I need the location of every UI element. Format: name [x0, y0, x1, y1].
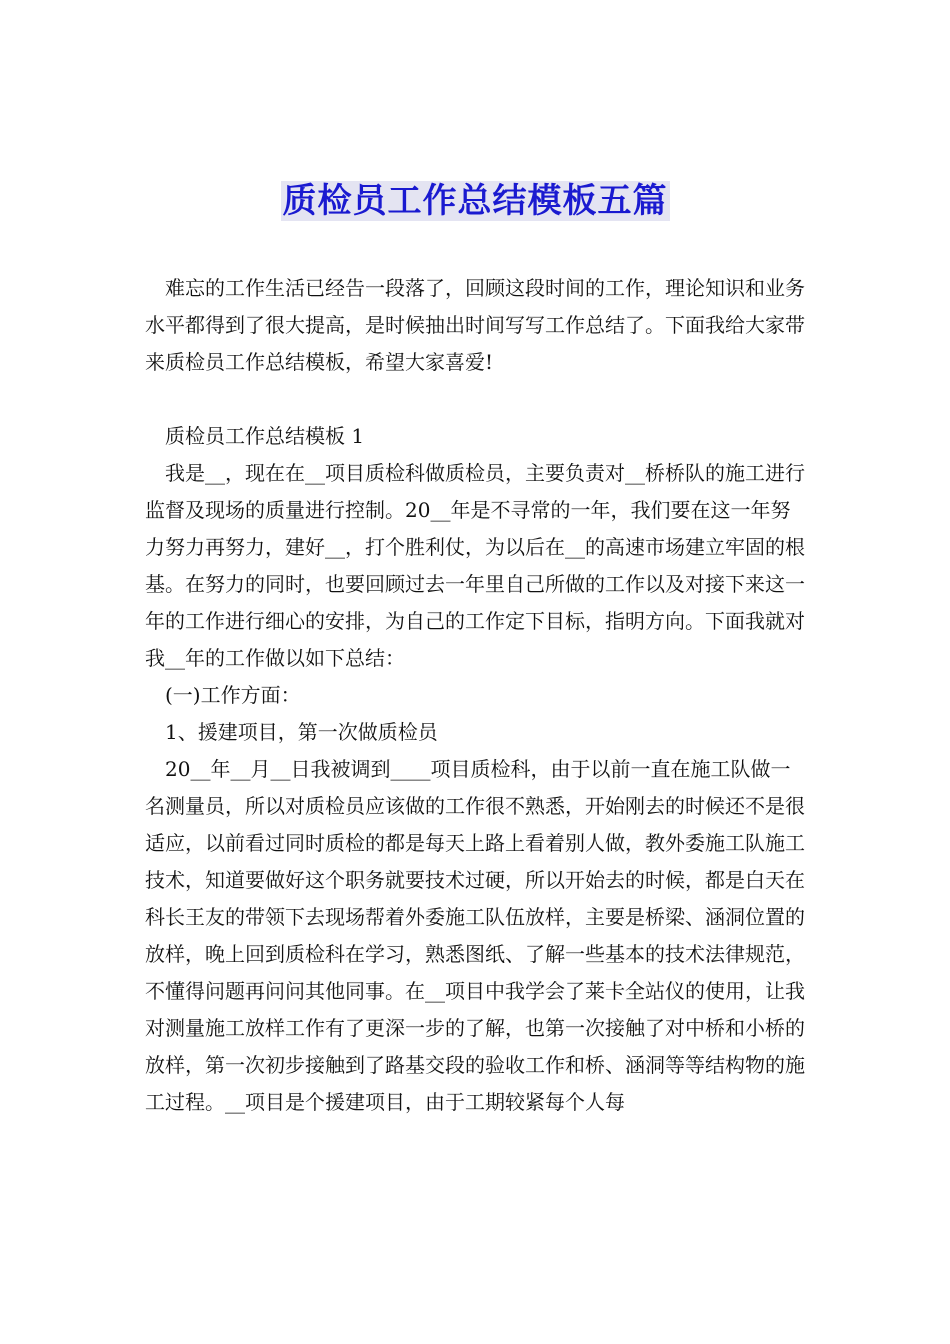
- paragraph-spacer: [145, 381, 810, 418]
- body-paragraph-2: 20__年__月__日我被调到____项目质检科，由于以前一直在施工队做一名测量员，所以对质检员应该做的工作很不熟悉，开始刚去的时候还不是很适应，以前看过同时质检的都是每天上路上看着别人做，教外委施工队施工技术，知道要做好这个职务就要技术过硬，所以开始去的时候，都是白天在科长王友的带领下去现场帮着外委施工队伍放样，主要是桥梁、涵洞位置的放样，晚上回到质检科在学习，熟悉图纸、了解一些基本的技术法律规范，不懂得问题再问问其他同事。在__项目中我学会了莱卡全站仪的使用，让我对测量施工放样工作有了更深一步的了解，也第一次接触了对中桥和小桥的放样，第一次初步接触到了路基交段的验收工作和桥、涵洞等等结构物的施工过程。__项目是个援建项目，由于工期较紧每个人每: [145, 757, 805, 1114]
- subheading-aid-project: 1、援建项目，第一次做质检员: [165, 720, 438, 744]
- subheading-work-aspects: (一)工作方面：: [165, 683, 301, 707]
- document-title: [0, 178, 950, 224]
- section-title: 质检员工作总结模板 1: [165, 424, 365, 448]
- body-paragraph-1: 我是__，现在在__项目质检科做质检员，主要负责对__桥桥队的施工进行监督及现场的质量进行控制。20__年是不寻常的一年，我们要在这一年努力努力再努力，建好__，打个胜利仗，为以后在__的高速市场建立牢固的根基。在努力的同时，也要回顾过去一年里自己所做的工作以及对接下来这一年的工作进行细心的安排，为自己的工作定下目标，指明方向。下面我就对我__年的工作做以如下总结：: [145, 461, 805, 670]
- document-title-text: 质检员工作总结模板五篇: [282, 181, 668, 221]
- document-body: [145, 270, 810, 1121]
- intro-paragraph: 难忘的工作生活已经告一段落了，回顾这段时间的工作，理论知识和业务水平都得到了很大提高，是时候抽出时间写写工作总结了。下面我给大家带来质检员工作总结模板，希望大家喜爱!: [145, 276, 805, 374]
